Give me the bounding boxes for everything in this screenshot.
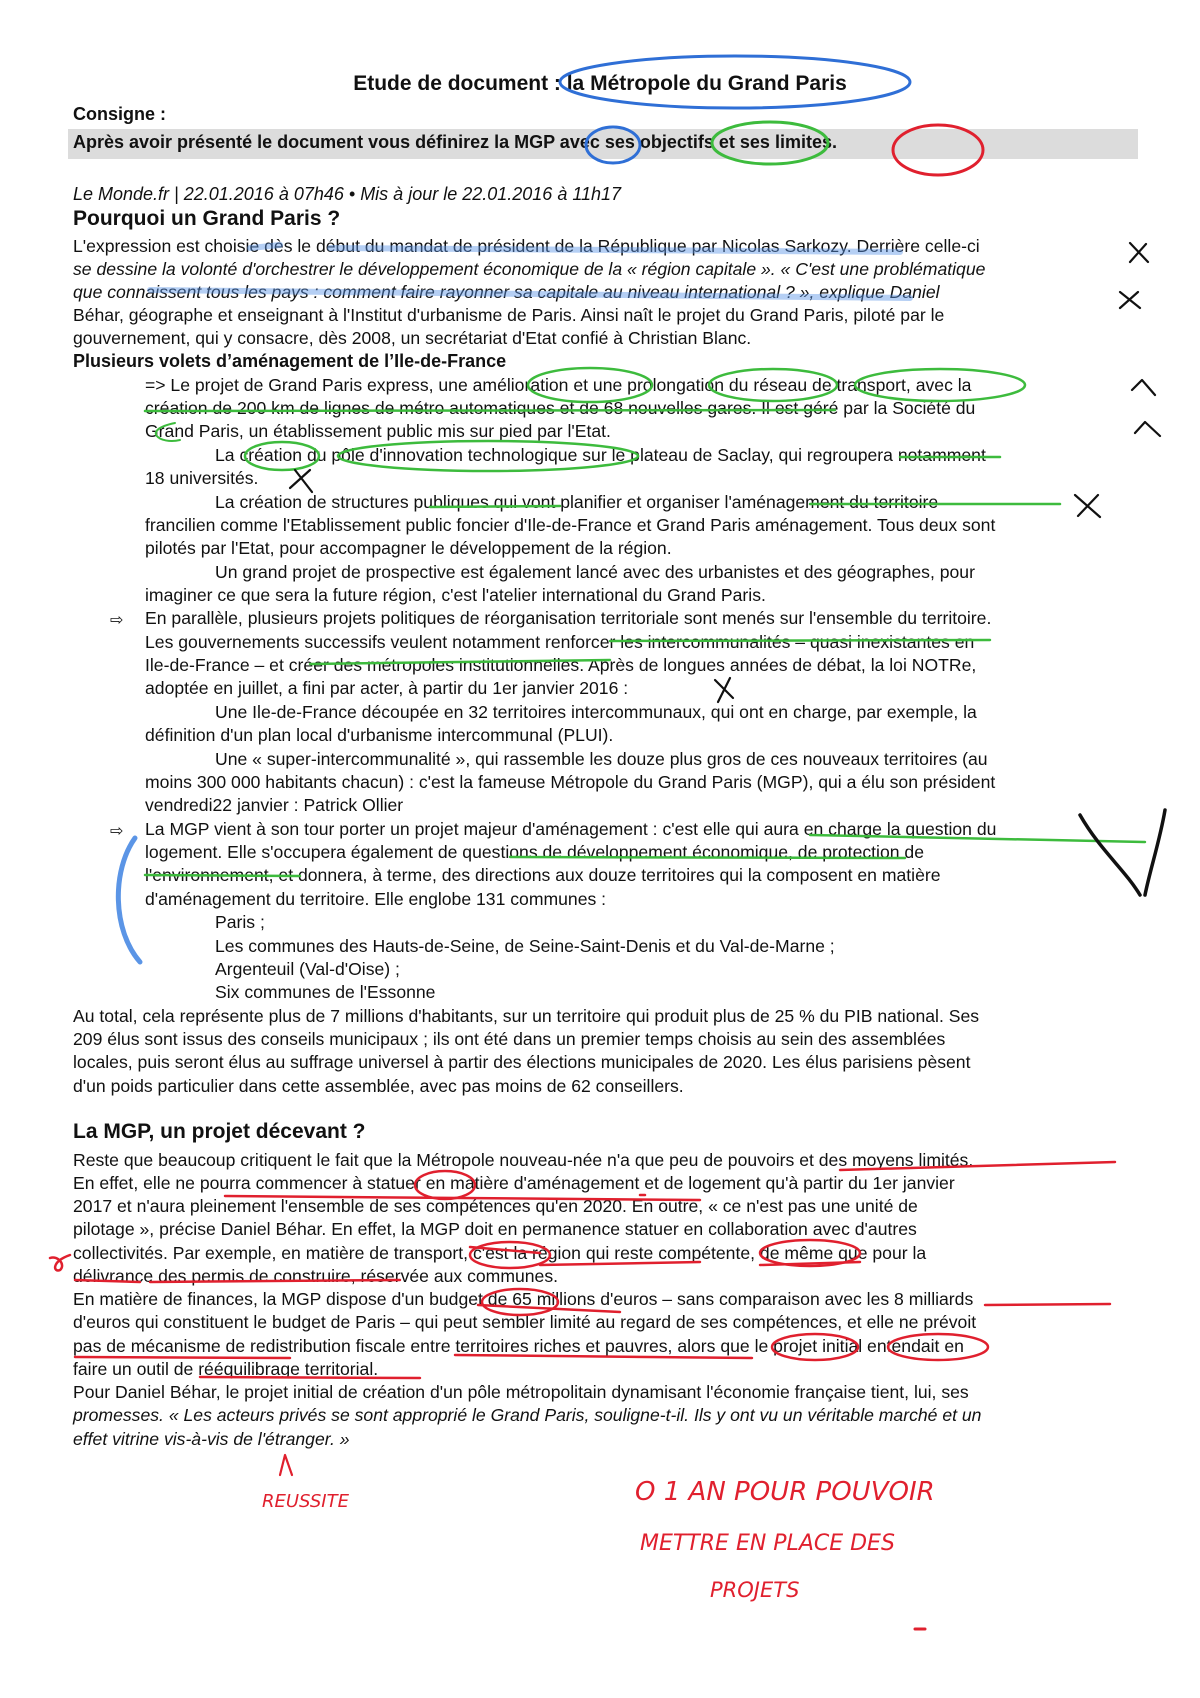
- blue-bracket-annotation: [118, 838, 140, 962]
- paragraph-line: Pour Daniel Béhar, le projet initial de création d'un pôle métropolitain dynamisant l'économie française tient, lui, ses: [73, 1382, 969, 1402]
- red-alpha-mark-icon: [50, 1255, 70, 1271]
- paragraph-line: En matière de finances, la MGP dispose d'un budget de 65 millions d'euros – sans comparaison avec les 8 milliards: [73, 1289, 974, 1309]
- list-item: Ile-de-France – et créer des métropoles institutionnelles. Après de longues années de débat, la loi NOTRe,: [145, 655, 977, 675]
- paragraph-line: Au total, cela représente plus de 7 millions d'habitants, sur un territoire qui produit plus de 25 % du PIB national. Ses: [73, 1006, 980, 1026]
- paragraph-line: gouvernement, qui y consacre, dès 2008, un secrétariat d'Etat confié à Christian Blanc.: [73, 328, 752, 348]
- handwritten-note-line: PROJETS: [710, 1578, 800, 1602]
- list-item: l'environnement, et donnera, à terme, des directions aux douze territoires qui la composent en matière: [145, 865, 941, 885]
- list-item: Paris ;: [215, 912, 265, 932]
- list-item: Les gouvernements successifs veulent notamment renforcer les intercommunalités – quasi inexistantes en: [145, 632, 975, 652]
- paragraph-line: pas de mécanisme de redistribution fiscale entre territoires riches et pauvres, alors que le projet initial entendait en: [73, 1336, 964, 1356]
- list-item: Une « super-intercommunalité », qui rassemble les douze plus gros de ces nouveaux territoires (au: [215, 749, 988, 769]
- paragraph-line: En effet, elle ne pourra commencer à statuer en matière d'aménagement et de logement qu'à partir du 1er janvier: [73, 1173, 955, 1193]
- list-item: Les communes des Hauts-de-Seine, de Seine-Saint-Denis et du Val-de-Marne ;: [215, 936, 835, 956]
- consigne-label: Consigne :: [73, 104, 166, 124]
- list-item: définition d'un plan local d'urbanisme intercommunal (PLUI).: [145, 725, 614, 745]
- list-item: La création de structures publiques qui vont planifier et organiser l'aménagement du territoire: [215, 492, 939, 512]
- paragraph-line: 209 élus sont issus des conseils municipaux ; ils ont été dans un premier temps choisis au sein des assemblées: [73, 1029, 946, 1049]
- check-mark-icon: [1080, 810, 1165, 895]
- list-item: francilien comme l'Etablissement public foncier d'Ile-de-France et Grand Paris aménagement. Tous deux sont: [145, 515, 996, 535]
- document-title: Etude de document : la Métropole du Grand Paris: [353, 72, 847, 95]
- check-mark-icon: [1132, 380, 1160, 436]
- list-item: En parallèle, plusieurs projets politiques de réorganisation territoriale sont menés sur l'ensemble du territoire.: [145, 608, 992, 628]
- list-item: d'aménagement du territoire. Elle englobe 131 communes :: [145, 889, 607, 909]
- list-item: Un grand projet de prospective est également lancé avec des urbanistes et des géographes, pour: [215, 562, 975, 582]
- handwritten-note-reussite: REUSSITE: [262, 1491, 349, 1512]
- paragraph-line: L'expression est choisie dès le début du mandat de président de la République par Nicolas Sarkozy. Derrière celle-ci: [73, 236, 980, 256]
- list-item: Six communes de l'Essonne: [215, 982, 436, 1002]
- paragraph-line: 2017 et n'aura pleinement l'ensemble de ses compétences qu'en 2020. En outre, « ce n'est pas une unité de: [73, 1196, 918, 1216]
- section1-subheading: Plusieurs volets d’aménagement de l’Ile-de-France: [73, 351, 507, 371]
- paragraph-line: que connaissent tous les pays : comment faire rayonner sa capitale au niveau international ? », explique Daniel: [73, 282, 940, 302]
- paragraph-line: d'un poids particulier dans cette assemblée, avec pas moins de 62 conseillers.: [73, 1076, 684, 1096]
- paragraph-line: faire un outil de rééquilibrage territorial.: [73, 1359, 379, 1379]
- list-item: 18 universités.: [145, 468, 259, 488]
- paragraph-line: Reste que beaucoup critiquent le fait que la Métropole nouveau-née n'a que peu de pouvoirs et des moyens limités.: [73, 1150, 974, 1170]
- list-item: création de 200 km de lignes de métro automatiques et de 68 nouvelles gares. Il est géré par la Société du: [145, 398, 976, 418]
- paragraph-line: promesses. « Les acteurs privés se sont approprié le Grand Paris, souligne-t-il. Ils y ont vu un véritable marché et un: [73, 1405, 982, 1425]
- paragraph-line: se dessine la volonté d'orchestrer le développement économique de la « région capitale ». « C'est une problématique: [73, 259, 986, 279]
- article-byline: Le Monde.fr | 22.01.2016 à 07h46 • Mis à jour le 22.01.2016 à 11h17: [73, 184, 622, 204]
- cross-mark-icon: [715, 678, 733, 702]
- list-item: Grand Paris, un établissement public mis sur pied par l'Etat.: [145, 421, 611, 441]
- red-caret-mark-icon: [280, 1455, 292, 1475]
- paragraph-line: collectivités. Par exemple, en matière de transport, c'est la région qui reste compétente, de même que pour la: [73, 1243, 927, 1263]
- cross-mark-icon: [290, 470, 312, 492]
- bullet-arrow-icon: ⇨: [110, 612, 124, 629]
- paragraph-line: pilotage », précise Daniel Béhar. En effet, la MGP doit en permanence statuer en collaboration avec d'autres: [73, 1219, 917, 1239]
- list-item: Argenteuil (Val-d'Oise) ;: [215, 959, 400, 979]
- list-item: moins 300 000 habitants chacun) : c'est la fameuse Métropole du Grand Paris (MGP), qui a élu son président: [145, 772, 996, 792]
- list-item: vendredi22 janvier : Patrick Ollier: [145, 795, 404, 815]
- cross-mark-icon: [1075, 495, 1100, 517]
- paragraph-line: délivrance des permis de construire, réservée aux communes.: [73, 1266, 559, 1286]
- paragraph-line: Béhar, géographe et enseignant à l'Institut d'urbanisme de Paris. Ainsi naît le projet du Grand Paris, piloté par le: [73, 305, 945, 325]
- section1-heading: Pourquoi un Grand Paris ?: [73, 207, 341, 230]
- list-item: logement. Elle s'occupera également de questions de développement économique, de protection de: [145, 842, 924, 862]
- handwritten-note-line: O 1 AN POUR POUVOIR: [635, 1477, 935, 1507]
- list-item: La création du pôle d'innovation technologique sur le plateau de Saclay, qui regroupera notamment: [215, 445, 986, 465]
- bullet-arrow-icon: ⇨: [110, 823, 124, 840]
- paragraph-line: locales, puis seront élus au suffrage universel à partir des élections municipales de 2020. Les élus parisiens pèsent: [73, 1052, 971, 1072]
- handwritten-note-line: METTRE EN PLACE DES: [640, 1531, 895, 1556]
- consigne-text: Après avoir présenté le document vous définirez la MGP avec ses objectifs et ses limites.: [73, 132, 837, 152]
- list-item: imaginer ce que sera la future région, c'est l'atelier international du Grand Paris.: [145, 585, 766, 605]
- list-item: adoptée en juillet, a fini par acter, à partir du 1er janvier 2016 :: [145, 678, 629, 698]
- list-item: pilotés par l'Etat, pour accompagner le développement de la région.: [145, 538, 672, 558]
- list-item: => Le projet de Grand Paris express, une amélioration et une prolongation du réseau de transport, avec la: [145, 375, 972, 395]
- section2-heading: La MGP, un projet décevant ?: [73, 1120, 366, 1143]
- list-item: La MGP vient à son tour porter un projet majeur d'aménagement : c'est elle qui aura en charge la question du: [145, 819, 997, 839]
- cross-mark-icon: [1120, 243, 1148, 308]
- list-item: Une Ile-de-France découpée en 32 territoires intercommunaux, qui ont en charge, par exemple, la: [215, 702, 977, 722]
- paragraph-line: d'euros qui constituent le budget de Paris – qui peut sembler limité au regard de ses compétences, et elle ne prévoit: [73, 1312, 977, 1332]
- paragraph-line: effet vitrine vis-à-vis de l'étranger. »: [73, 1429, 350, 1449]
